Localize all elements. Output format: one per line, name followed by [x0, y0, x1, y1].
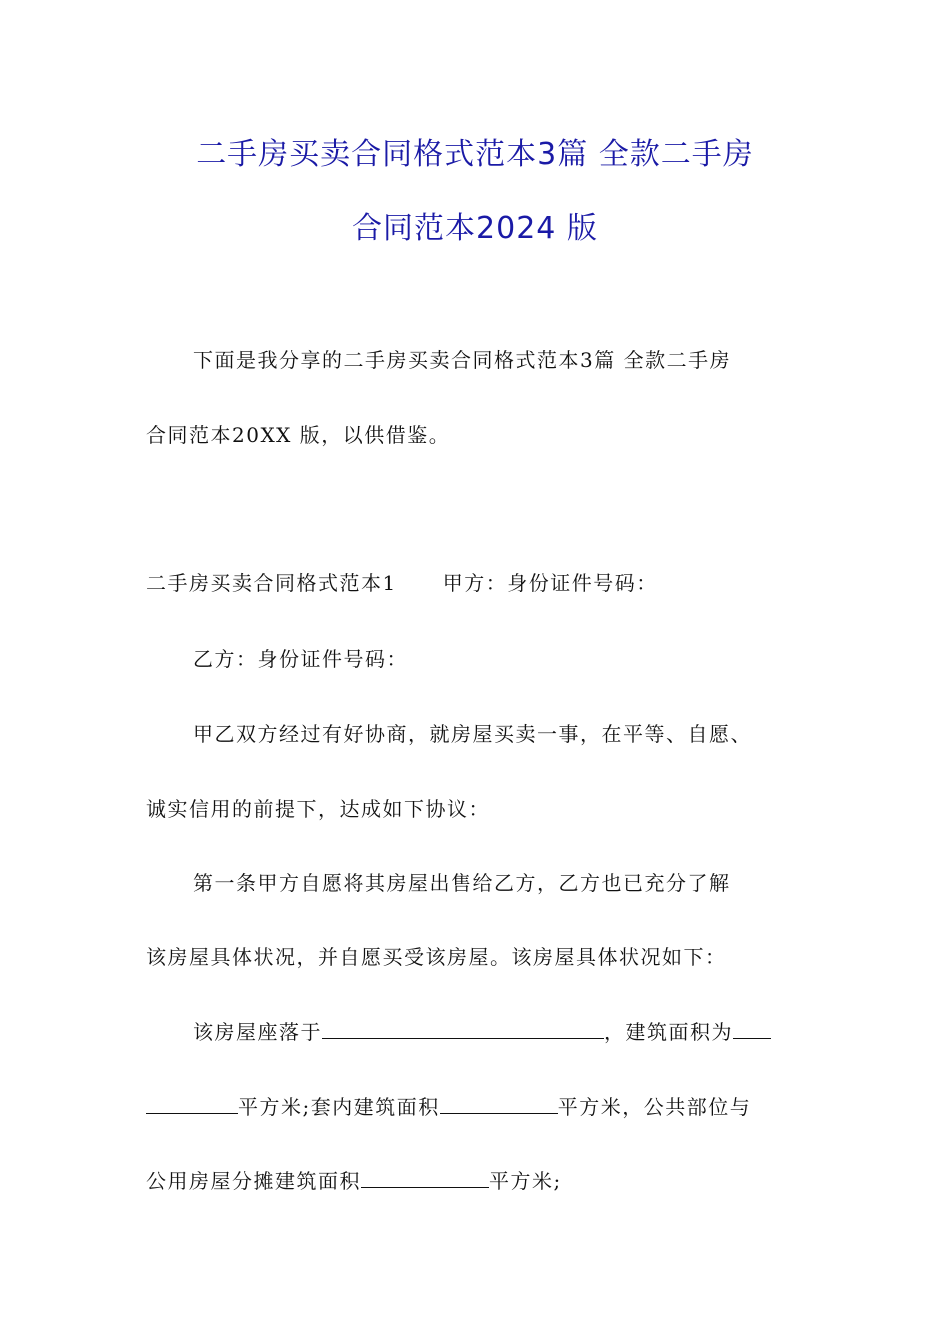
shared-area-label: 公用房屋分摊建筑面积: [146, 1169, 361, 1193]
location-label: 该房屋座落于: [193, 1020, 322, 1044]
document-title-line-2: 合同范本2024 版: [352, 211, 598, 246]
article-1-line-1: 第一条甲方自愿将其房屋出售给乙方，乙方也已充分了解: [193, 871, 731, 895]
inner-area-blank: [440, 1093, 558, 1114]
article-1-line-2: 该房屋具体状况，并自愿买受该房屋。该房屋具体状况如下：: [146, 945, 727, 969]
party-b-label: 乙方：身份证件号码：: [193, 647, 408, 671]
preamble-line-2: 诚实信用的前提下，达成如下协议：: [146, 797, 490, 821]
section-heading-row: [146, 568, 658, 598]
intro-paragraph-line-1: 下面是我分享的二手房买卖合同格式范本3篇 全款二手房: [193, 348, 732, 372]
area-blank-end: [146, 1093, 238, 1114]
document-title-line-1: 二手房买卖合同格式范本3篇 全款二手房: [196, 137, 754, 172]
area-blank-start: [733, 1018, 771, 1039]
sqm-label-2: 平方米，公共部位与: [557, 1095, 752, 1119]
shared-area-blank: [361, 1167, 489, 1188]
area-label: ，建筑面积为: [604, 1020, 733, 1044]
intro-paragraph-line-2: 合同范本20XX 版，以供借鉴。: [146, 423, 451, 447]
area-row: [146, 1092, 751, 1122]
shared-area-row: [146, 1166, 562, 1196]
sqm-end: 平方米;: [489, 1169, 562, 1193]
party-a-label: 甲方：身份证件号码：: [442, 571, 658, 595]
preamble-line-1: 甲乙双方经过有好协商，就房屋买卖一事，在平等、自愿、: [193, 722, 752, 746]
location-blank: [322, 1018, 604, 1039]
location-row: [193, 1017, 771, 1047]
sqm-label: 平方米;套内建筑面积: [238, 1095, 440, 1119]
section-heading: 二手房买卖合同格式范本1: [146, 571, 397, 595]
